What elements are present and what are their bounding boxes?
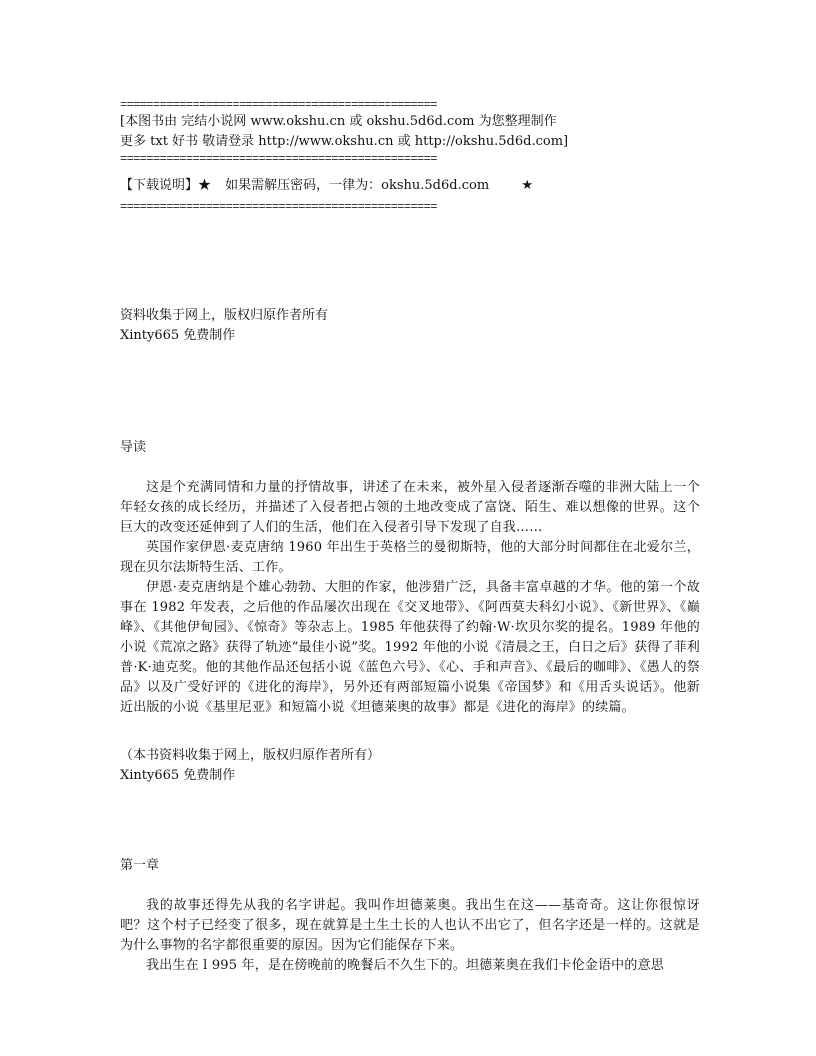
download-label: 【下载说明】★: [120, 178, 212, 193]
chapter-title: 第一章: [120, 858, 160, 873]
intro-title: 导读: [120, 440, 147, 455]
star-icon: ★: [521, 178, 533, 193]
download-note: [120, 176, 700, 196]
separator-line: ================================================: [120, 200, 437, 214]
credits2-line-1: （本书资料收集于网上，版权归原作者所有）: [120, 748, 381, 763]
separator-line: ================================================: [120, 98, 437, 112]
header-line-2: 更多 txt 好书 敬请登录 http://www.okshu.cn 或 http://okshu.5d6d.com]: [120, 134, 569, 149]
separator-line: ================================================: [120, 152, 437, 166]
credits2-line-2: Xinty665 免费制作: [120, 768, 236, 783]
download-text: 如果需解压密码，一律为：okshu.5d6d.com: [225, 178, 490, 193]
intro-paragraph: 英国作家伊恩·麦克唐纳 1960 年出生于英格兰的曼彻斯特，他的大部分时间都住在北爱尔兰，现在贝尔法斯特生活、工作。: [120, 540, 700, 575]
intro-paragraph: 伊恩·麦克唐纳是个雄心勃勃、大胆的作家，他涉猎广泛，具备丰富卓越的才华。他的第一个故事在 1982 年发表，之后他的作品屡次出现在《交叉地带》、《阿西莫夫科幻小说》、《新世界》、《巅峰》、《其他伊甸园》、《惊奇》等杂志上。1985 年他获得了约翰·W·坎贝尔奖的提名。1989 年他的小说《荒凉之路》获得了轨迹“最佳小说”奖。1992 年他的小说《清晨之王，白日之后》获得了菲利普·K·迪克奖。他的其他作品还包括小说《蓝色六号》、《心、手和声音》、《最后的咖啡》、《愚人的祭品》以及广受好评的《进化的海岸》，另外还有两部短篇小说集《帝国梦》和《用舌头说话》。他新近出版的小说《基里尼亚》和短篇小说《坦德莱奥的故事》都是《进化的海岸》的续篇。: [120, 580, 700, 715]
credits-line-1: 资料收集于网上，版权归原作者所有: [120, 308, 329, 323]
header-line-1: [本图书由 完结小说网 www.okshu.cn 或 okshu.5d6d.com 为您整理制作: [120, 114, 557, 129]
document-page: [120, 98, 700, 976]
chapter-paragraph: 我的故事还得先从我的名字讲起。我叫作坦德莱奥。我出生在这——基奇奇。这让你很惊讶吧？这个村子已经变了很多，现在就算是土生土长的人也认不出它了，但名字还是一样的。这就是为什么事物的名字都很重要的原因。因为它们能保存下来。: [120, 898, 700, 953]
credits-line-2: Xinty665 免费制作: [120, 328, 236, 343]
intro-paragraph: 这是个充满同情和力量的抒情故事，讲述了在未来，被外星入侵者逐渐吞噬的非洲大陆上一个年轻女孩的成长经历，并描述了入侵者把占领的土地改变成了富饶、陌生、难以想像的世界。这个巨大的改变还延伸到了人们的生活，他们在入侵者引导下发现了自我……: [120, 480, 700, 535]
chapter-paragraph: 我出生在 l 995 年，是在傍晚前的晚餐后不久生下的。坦德莱奥在我们卡伦金语中的意思: [146, 958, 664, 973]
